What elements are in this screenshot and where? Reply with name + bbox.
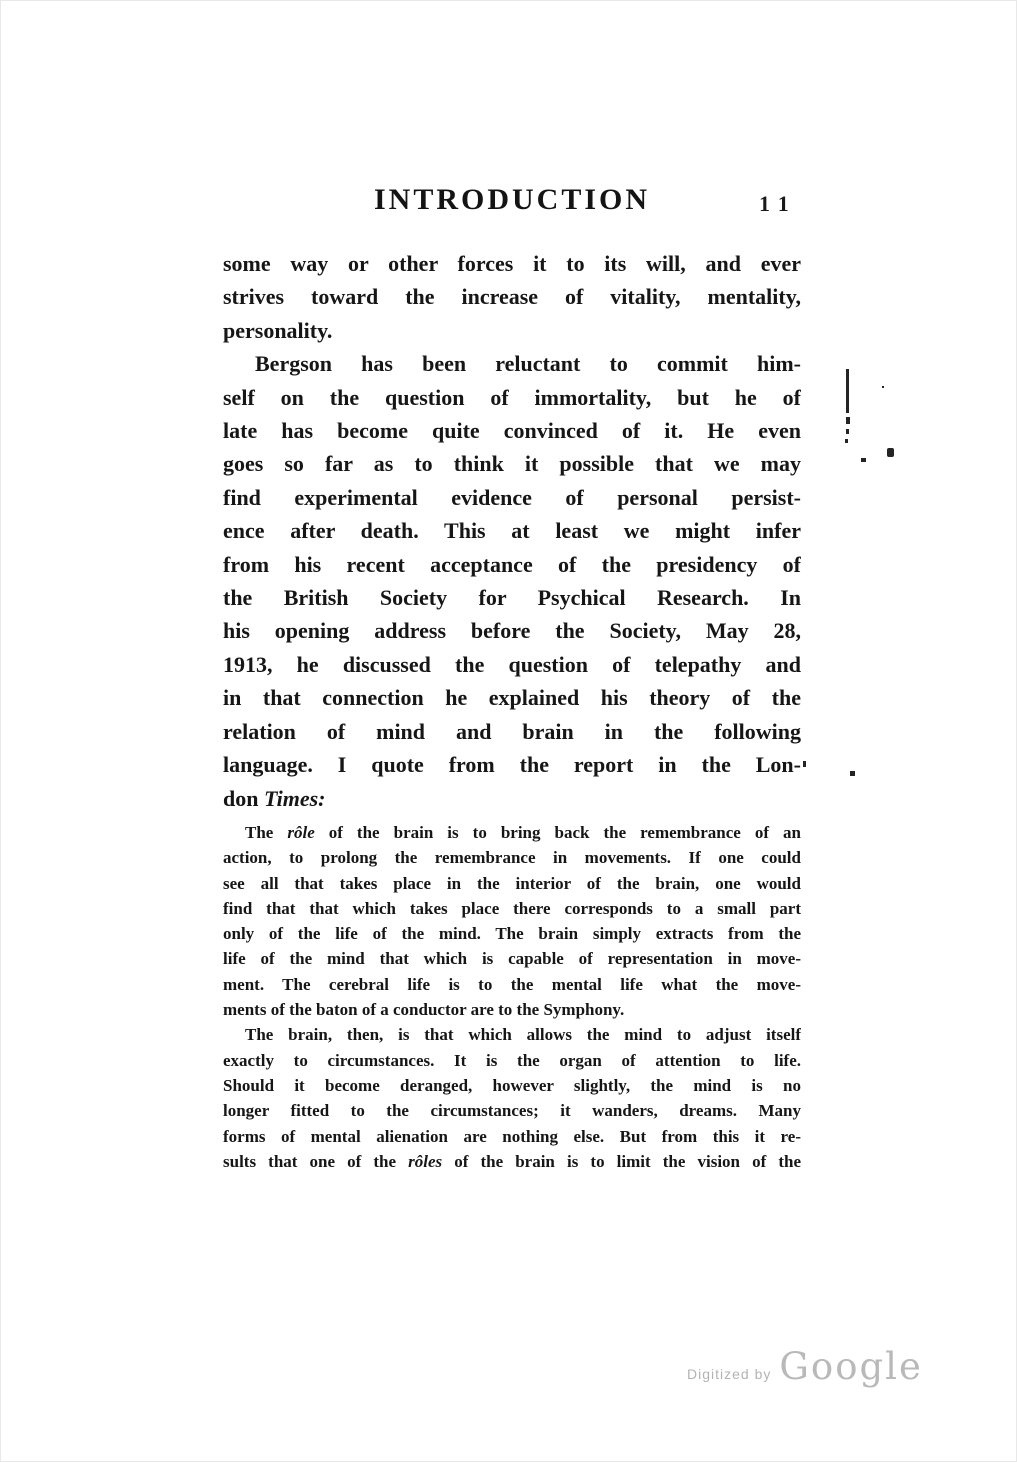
text-segment: of the brain is to limit the vision of the xyxy=(442,1151,801,1171)
google-watermark xyxy=(687,1345,923,1388)
text-line xyxy=(223,782,801,815)
text-line: in that connection he explained his theory of the xyxy=(223,685,801,711)
text-line: self on the question of immortality, but he of xyxy=(223,384,801,410)
scan-artifact xyxy=(846,369,849,413)
text-line: his opening address before the Society, May 28, xyxy=(223,618,801,644)
digitized-by-label: Digitized by xyxy=(687,1366,772,1382)
scan-artifact xyxy=(882,386,884,388)
page-number: 11 xyxy=(759,191,798,216)
text-line: personality. xyxy=(223,317,333,343)
scan-artifact xyxy=(846,429,849,434)
text-line: Bergson has been reluctant to commit him- xyxy=(255,351,801,377)
italic-text: rôles xyxy=(408,1151,443,1171)
text-line: ments of the baton of a conductor are to the Symphony. xyxy=(223,1000,625,1020)
text-line: from his recent acceptance of the presidency of xyxy=(223,551,801,577)
italic-text: rôle xyxy=(287,823,315,842)
text-line: only of the life of the mind. The brain simply extracts from the xyxy=(223,924,801,944)
text-line: strives toward the increase of vitality, mentality, xyxy=(223,284,801,310)
text-segment: sults that one of the xyxy=(223,1151,409,1171)
text-line: some way or other forces it to its will, and ever xyxy=(223,251,801,276)
scan-artifact xyxy=(887,448,894,457)
scan-artifact xyxy=(850,771,855,776)
text-line: language. I quote from the report in the Lon- xyxy=(223,752,801,778)
text-line: relation of mind and brain in the following xyxy=(223,718,801,744)
text-line: 1913, he discussed the question of telepathy and xyxy=(223,651,801,677)
italic-text: Times: xyxy=(263,785,326,811)
text-line: late has become quite convinced of it. He even xyxy=(223,418,801,444)
text-segment: The xyxy=(245,823,288,842)
text-line: forms of mental alienation are nothing else. But from this it re- xyxy=(223,1126,801,1146)
text-line: action, to prolong the remembrance in movements. If one could xyxy=(223,848,801,868)
quoted-passage-block xyxy=(223,820,801,1174)
text-line: ence after death. This at least we might infer xyxy=(223,518,801,544)
text-line: life of the mind that which is capable of representation in move- xyxy=(223,949,801,969)
paragraph xyxy=(223,347,801,815)
paragraph xyxy=(223,820,801,1022)
text-line xyxy=(223,820,801,845)
paragraph xyxy=(223,247,801,347)
text-line: goes so far as to think it possible that we may xyxy=(223,451,801,477)
main-text-block xyxy=(223,247,801,815)
text-segment: of the brain is to bring back the remembrance of an xyxy=(314,823,801,842)
text-line xyxy=(223,1149,801,1174)
scan-artifact xyxy=(803,761,806,767)
text-line: Should it become deranged, however slightly, the mind is no xyxy=(223,1075,801,1095)
page-title: INTRODUCTION xyxy=(373,183,651,216)
text-line: ment. The cerebral life is to the mental life what the move- xyxy=(223,974,801,994)
text-line: exactly to circumstances. It is the organ of attention to life. xyxy=(223,1050,801,1070)
scan-artifact xyxy=(845,439,848,443)
text-segment: don xyxy=(223,785,264,811)
google-logo: Google xyxy=(779,1345,923,1388)
text-line: find that that which takes place there corresponds to a small part xyxy=(223,898,801,918)
scan-artifact xyxy=(861,458,866,462)
text-line: the British Society for Psychical Research. In xyxy=(223,585,801,611)
text-line: The brain, then, is that which allows the mind to adjust itself xyxy=(245,1025,801,1045)
paragraph xyxy=(223,1022,801,1174)
text-line: see all that takes place in the interior of the brain, one would xyxy=(223,873,801,893)
scan-artifact xyxy=(846,417,850,424)
text-line: longer fitted to the circumstances; it wanders, dreams. Many xyxy=(223,1101,801,1121)
text-line: find experimental evidence of personal persist- xyxy=(223,484,801,510)
